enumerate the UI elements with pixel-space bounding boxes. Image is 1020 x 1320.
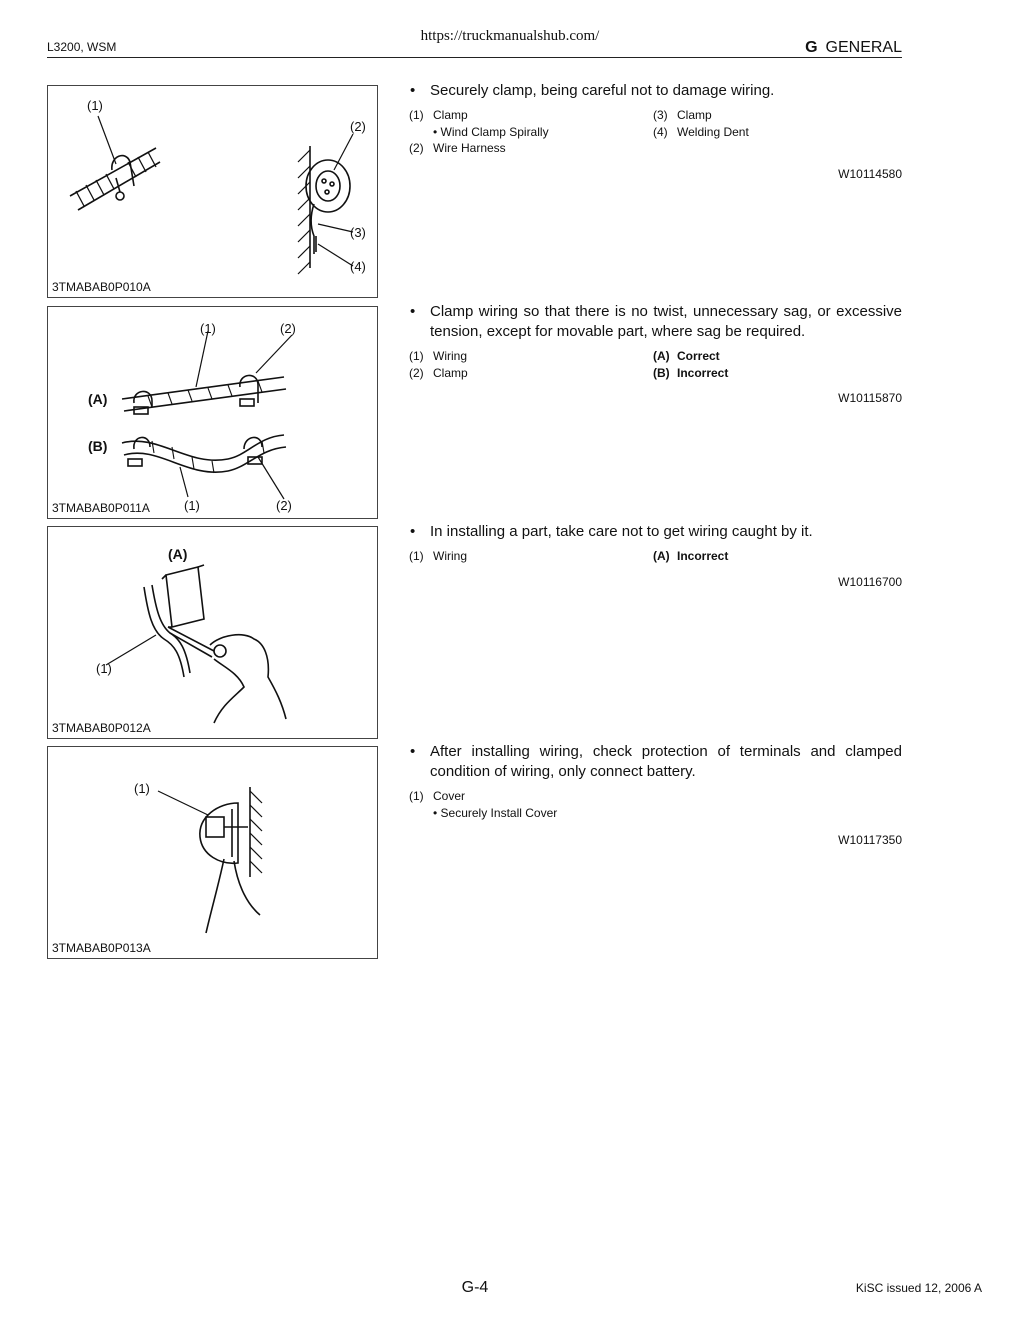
callout-3: (3)	[350, 225, 366, 240]
figure-terminal-cover	[47, 746, 378, 959]
legend-item: (A) Incorrect	[653, 549, 729, 563]
legend-column-left	[409, 348, 653, 381]
legend-item: (1) Wiring	[409, 549, 468, 563]
callout-1-bottom: (1)	[184, 498, 200, 513]
callout-2: (2)	[350, 119, 366, 134]
illustration-terminal-cover	[48, 747, 377, 958]
bullet-marker: •	[410, 523, 416, 540]
figure-caption: 3TMABAB0P012A	[52, 721, 151, 735]
legend-item: (2) Clamp	[409, 365, 468, 380]
reference-code: W10117350	[838, 833, 902, 847]
legend-column-left	[409, 107, 653, 157]
label-incorrect: (A)	[168, 546, 188, 562]
section-name: GENERAL	[825, 39, 902, 56]
legend-subitem: • Securely Install Cover	[433, 805, 558, 820]
page-number: G-4	[461, 1279, 489, 1296]
legend-column-left	[409, 788, 653, 821]
callout-1: (1)	[134, 781, 150, 796]
legend-subitem: • Wind Clamp Spirally	[433, 124, 549, 139]
legend-item: (A) Correct	[653, 349, 720, 363]
legend-item: (B) Incorrect	[653, 365, 729, 380]
legend-column-right	[653, 348, 897, 381]
bullet-marker: •	[410, 82, 416, 99]
callout-2-bottom: (2)	[276, 498, 292, 513]
issue-note: KiSC issued 12, 2006 A	[855, 1281, 982, 1295]
source-url: https://truckmanualshub.com/	[420, 28, 600, 44]
bullet-marker: •	[410, 743, 416, 760]
section-letter: G	[805, 39, 818, 56]
label-correct: (A)	[88, 391, 108, 407]
figure-wiring-caught	[47, 526, 378, 739]
figure-caption: 3TMABAB0P010A	[52, 280, 151, 294]
callout-1: (1)	[87, 98, 103, 113]
instruction-section-4	[409, 742, 902, 847]
section-title	[805, 39, 902, 57]
instruction-section-1	[409, 81, 902, 181]
illustration-clamp-sag	[48, 307, 377, 518]
bullet-marker: •	[410, 303, 416, 320]
illustration-clamp-spiral	[48, 86, 377, 297]
legend	[409, 348, 902, 381]
instruction-text: • Clamp wiring so that there is no twist, unnecessary sag, or excessive tension, except for movable part, where sag be required.	[410, 303, 902, 340]
figure-caption: 3TMABAB0P013A	[52, 941, 151, 955]
legend	[409, 548, 902, 565]
instruction-text: • In installing a part, take care not to get wiring caught by it.	[410, 523, 813, 540]
legend-item: (4) Welding Dent	[653, 124, 749, 139]
reference-code: W10116700	[838, 574, 902, 589]
instruction-section-3	[409, 522, 902, 589]
illustration-wiring-caught	[48, 527, 377, 738]
callout-4: (4)	[350, 259, 366, 274]
reference-code: W10114580	[838, 166, 902, 181]
legend-column-right	[653, 107, 897, 140]
callout-1-top: (1)	[200, 321, 216, 336]
instruction-text: • Securely clamp, being careful not to damage wiring.	[410, 82, 775, 99]
instruction-section-2	[409, 302, 902, 405]
legend-item: (1) Cover	[409, 789, 466, 803]
legend	[409, 107, 902, 157]
reference-code: W10115870	[838, 391, 902, 405]
model-label: L3200, WSM	[47, 40, 117, 54]
legend-item: (2) Wire Harness	[409, 141, 506, 155]
legend-item: (1) Clamp	[409, 108, 468, 122]
instruction-text: • After installing wiring, check protection of terminals and clamped condition of wiring, only connect battery.	[410, 743, 902, 780]
figure-clamp-correct-incorrect	[47, 306, 378, 519]
callout-2-top: (2)	[280, 321, 296, 336]
callout-1: (1)	[96, 661, 112, 676]
legend-item: (1) Wiring	[409, 349, 468, 363]
figure-clamp-spiral	[47, 85, 378, 298]
label-incorrect: (B)	[88, 438, 108, 454]
legend-column-left	[409, 548, 653, 565]
header-divider	[47, 57, 902, 58]
legend-item: (3) Clamp	[653, 108, 712, 122]
legend-column-right	[653, 548, 897, 565]
figure-caption: 3TMABAB0P011A	[52, 501, 150, 515]
legend	[409, 788, 902, 821]
